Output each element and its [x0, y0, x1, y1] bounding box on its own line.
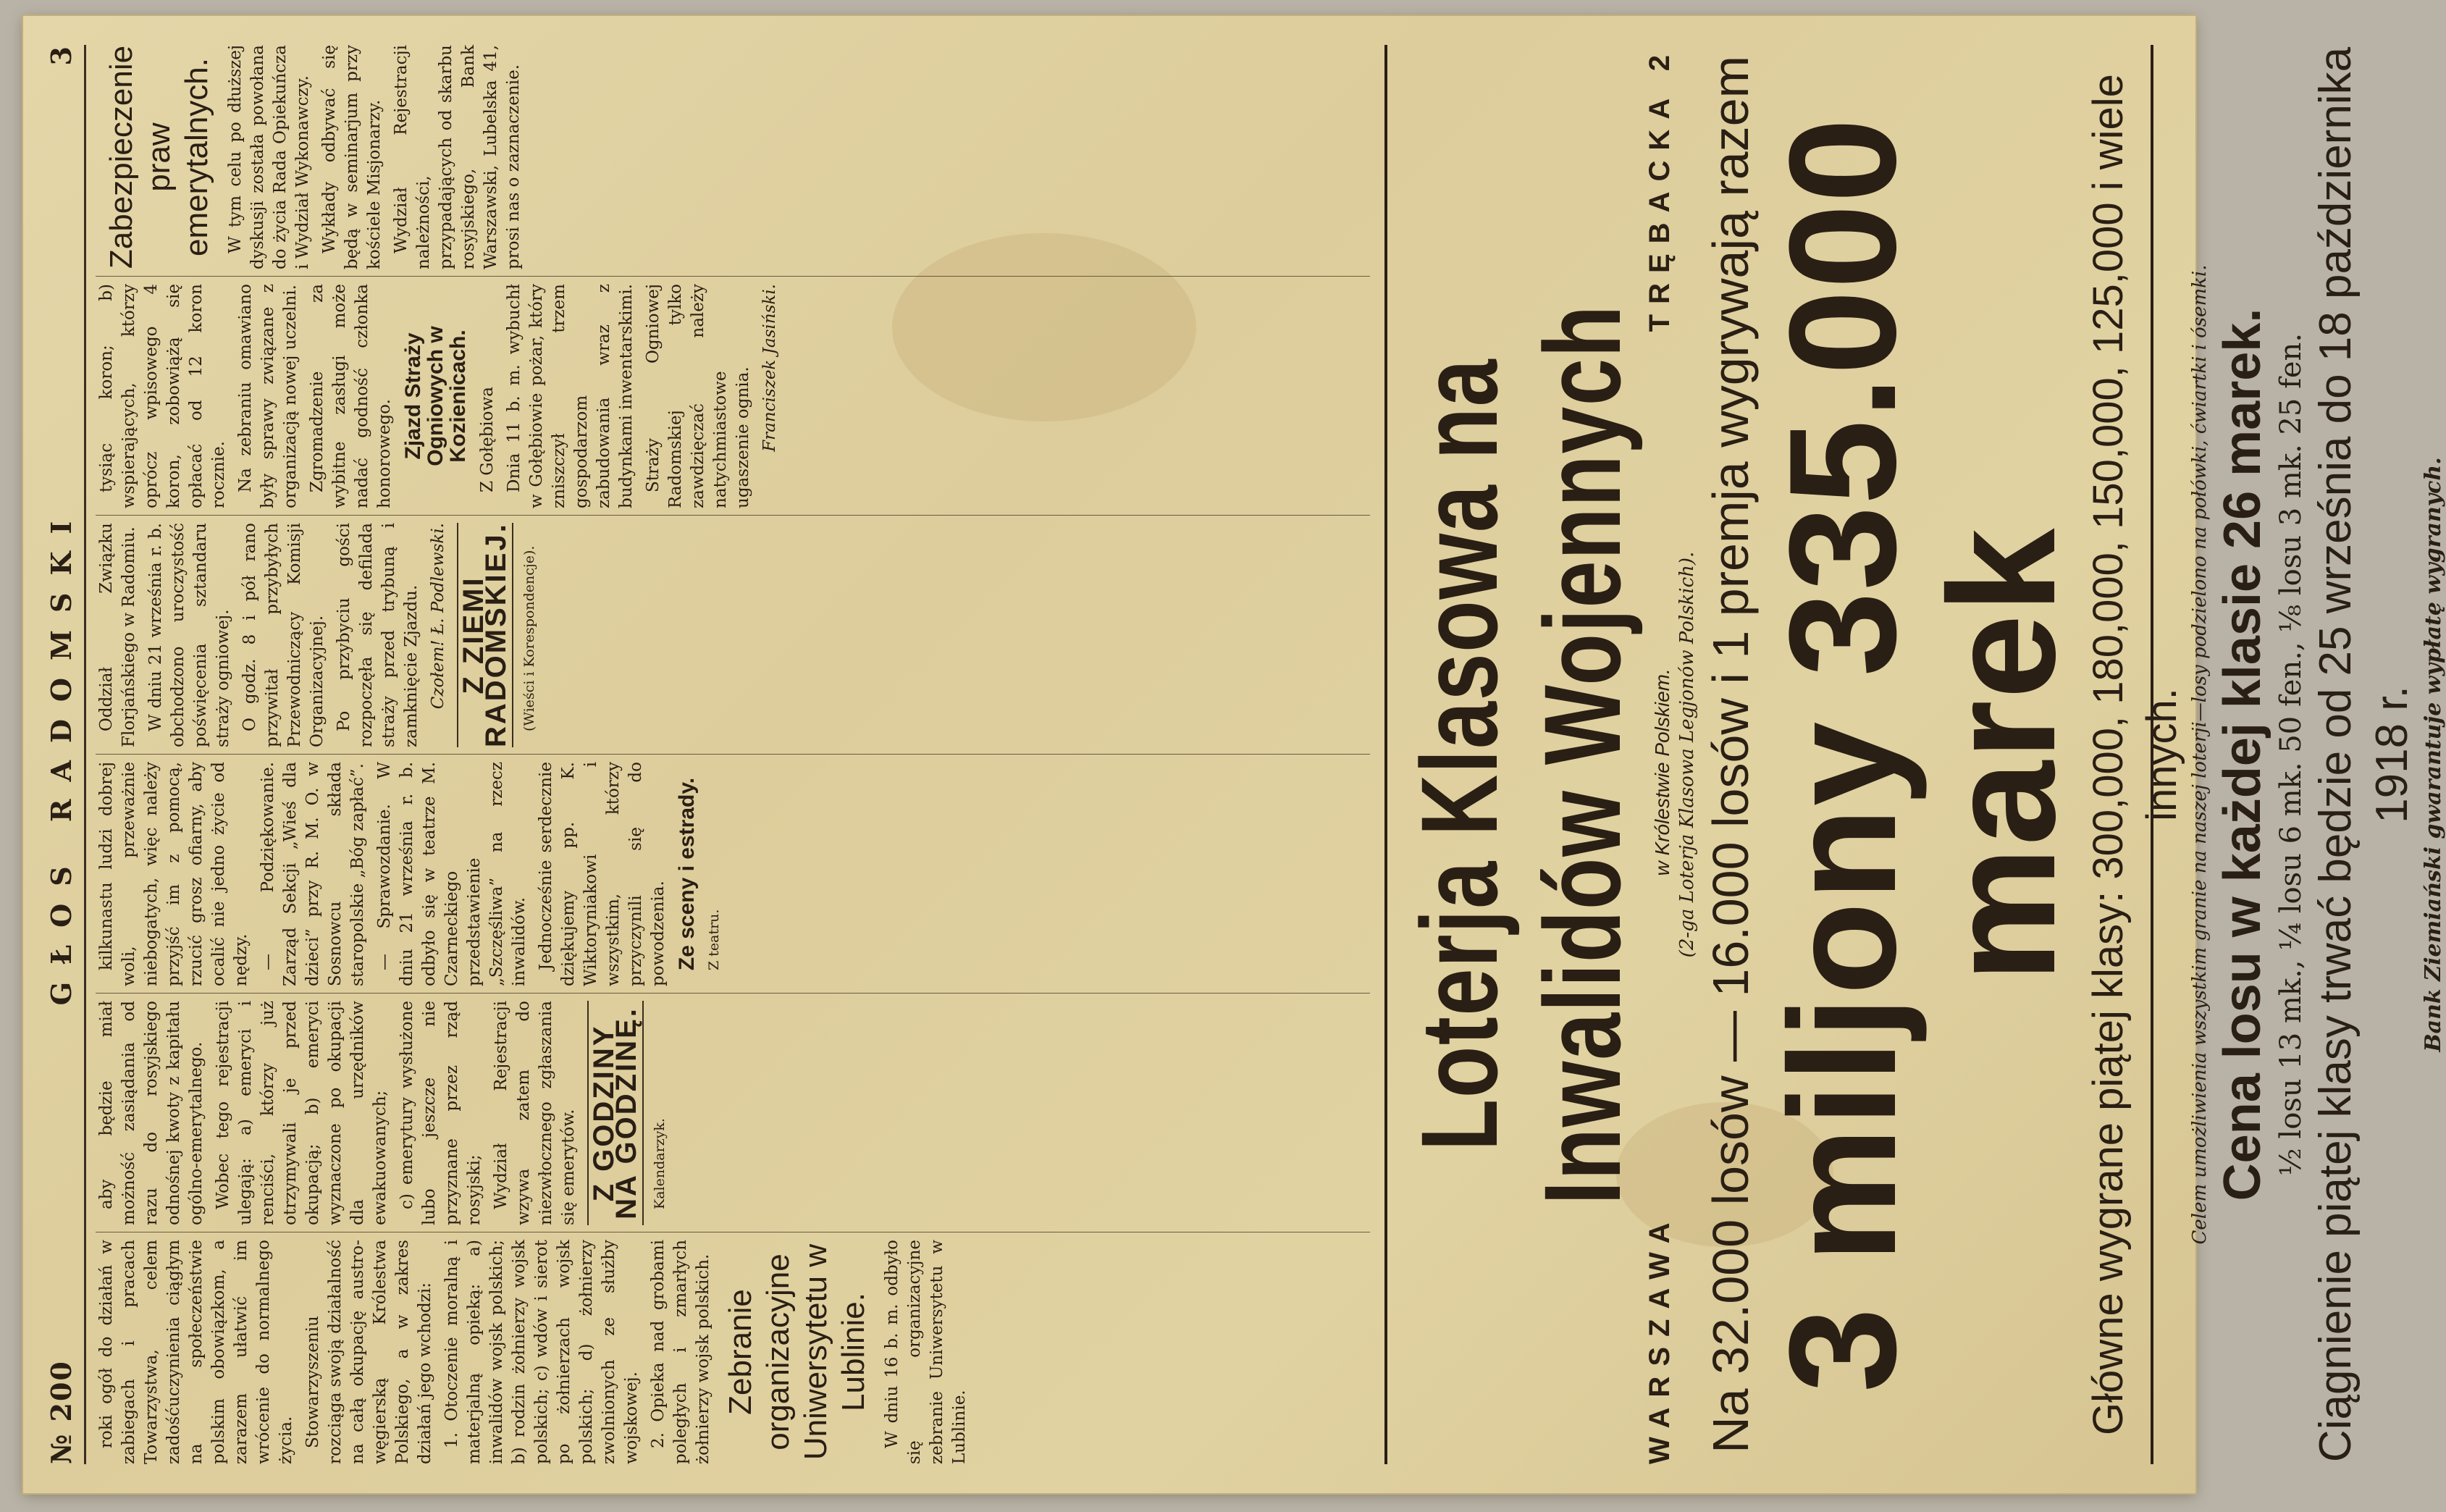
- signature: Czołem! Ł. Podlewski.: [429, 523, 447, 710]
- paragraph: 1. Otoczenie moralną i materjalną opieką: a) inwalidów wojsk polskich; b) rodzin żołnierzy wojsk polskich; c) wdów i sierot po żołnierzach wojsk polskich; d) żołnierzy zwolnionych ze służby wojskowej.: [442, 1240, 641, 1464]
- article-heading: Zabezpieczenie praw emerytalnych.: [104, 45, 214, 269]
- paragraph: — Sprawozdanie. W dniu 21 września r. b. odbyło się w teatrze M. Czarneckiego przedstawienie „Szczęśliwa” na rzecz inwalidów.: [375, 762, 529, 986]
- ad-city: WARSZAWA: [1644, 1212, 1676, 1464]
- paragraph: kilkunastu ludzi dobrej woli, przeważnie niebogatych, więc należy przyjść im z pomocą, rzucić grosz ofiarny, aby ocalić nie jedno życie od nędzy.: [97, 762, 251, 986]
- paragraph: Zgromadzenie za wybitne zasługi może nadać godność członka honorowego.: [308, 284, 394, 508]
- paragraph: O godz. 8 i pół rano przywitał przybyłych Przewodniczący Komisji Organizacyjnej.: [240, 523, 327, 747]
- paragraph: Stowarzyszeniu rozciąga swoją działalność na całą okupację austro-węgierską Królestwa Polskiego, a w zakres działań jego wchodzi:: [303, 1240, 434, 1464]
- paragraph: Wobec tego rejestracji ulegają: a) emeryci i renciści, którzy już otrzymywali je przed okupacją; b) emeryci wyznaczone po okupacji dla urzędników ewakuowanych;: [214, 1001, 390, 1225]
- column-rule: [96, 515, 1370, 516]
- paragraph: Straży Ogniowej Radomskiej tylko zawdzięczać należy natychmiastowe ugaszenie ognia.: [644, 284, 752, 508]
- paragraph: c) emerytury wysłużone lubo jeszcze nie przyznane przez rząd rosyjski;: [398, 1001, 484, 1225]
- paragraph: Dnia 11 b. m. wybuchł w Gołębiowie pożar, który zniszczył trzem gospodarzom zabudowania wraz z budynkami inwentarskimi.: [505, 284, 636, 508]
- ad-lots-line: Na 32.000 losów — 16.000 losów i 1 premja wygrywają razem: [1702, 56, 1759, 1453]
- ad-fractions: ½ losu 13 mk., ¼ losu 6 mk. 50 fen., ⅛ losu 3 mk. 25 fen.: [2274, 332, 2308, 1177]
- article-heading: Zebranie organizacyjne Uniwersytetu w Lublinie.: [723, 1243, 871, 1461]
- ad-price-line: Cena losu w każdej klasie 26 marek.: [2214, 308, 2271, 1201]
- article-column: [96, 1240, 1370, 1464]
- subheading: Z teatru.: [706, 909, 722, 970]
- paragraph: — Podziękowanie. Zarząd Sekcji „Wieś dla dzieci” przy R. M. O. w Sosnowcu składa staropolskie „Bóg zapłać”.: [259, 762, 367, 986]
- section-heading: Z ZIEMI RADOMSKIEJ.: [458, 522, 512, 747]
- paragraph: Wydział Rejestracji należności, przypadających od skarbu rosyjskiego, Bank Warszawski, Lubelska 41, prosi nas o zaznaczenie.: [392, 45, 523, 269]
- paragraph: Wydział Rejestracji wzywa zatem do niezwłocznego zgłaszania się emerytów.: [492, 1001, 578, 1225]
- ad-edition: (2-ga Loterja Klasowa Legjonów Polskich).: [1676, 551, 1698, 958]
- article-column: [96, 45, 1370, 269]
- rotated-page: [23, 16, 2446, 1493]
- ad-bank-line: Bank Ziemiański gwarantuje wypłatę wygranych.: [2421, 457, 2446, 1052]
- issue-number: № 200: [45, 1360, 77, 1464]
- paragraph: W dniu 21 września r. b. obchodzono uroczystość poświęcenia sztandaru straży ogniowej.: [146, 523, 232, 747]
- running-head: [41, 45, 86, 1464]
- paragraph: W dniu 16 b. m. odbyło się organizacyjne zebranie Uniwersytetu w Lublinie.: [883, 1240, 969, 1464]
- column-rule: [96, 754, 1370, 755]
- ad-draw-line: Ciągnienie piątej klasy trwać będzie od 25 września do 18 października 1918 r.: [2311, 46, 2417, 1463]
- ad-note: Celem umożliwienia wszystkim granie na naszej loterji—losy podzielono na połówki, ćwiartki i ósemki.: [2189, 264, 2211, 1245]
- paragraph: roki ogół do działań w zabiegach i pracach Towarzystwa, celem zadośćuczynienia ciągłym na społeczeństwie polskim obowiązkom, a zarazem ułatwić im wrócenie do normalnego życia.: [97, 1240, 295, 1464]
- paragraph: Oddział Związku Florjańskiego w Radomiu.: [97, 523, 138, 747]
- ad-street: TRĘBACKA 2: [1644, 45, 1676, 332]
- section-heading: Ze sceny i estrady.: [675, 777, 699, 971]
- ad-prizes-line: Główne wygrane piątej klasy: 300,000, 180,000, 150,000, 125,000 i wiele innych.: [2085, 74, 2185, 1435]
- subheading: (Wieści i Korespondencje).: [521, 545, 537, 731]
- signature: Franciszek Jasiński.: [760, 284, 779, 452]
- ad-big-amount: 3 miljony 335.000 marek: [1757, 117, 2087, 1393]
- column-rule: [96, 276, 1370, 277]
- news-box-heading: Z GODZINY NA GODZINĘ.: [587, 1001, 644, 1225]
- paragraph: Na zebraniu omawiano były sprawy związane z organizacją nowej uczelni.: [236, 284, 300, 508]
- paragraph: Wykłady odbywać się będą w seminarjum przy kościele Misjonarzy.: [320, 45, 384, 269]
- newspaper-sheet: [23, 16, 2446, 1493]
- ad-title: Loterja Klasowa na Inwalidów Wojennych: [1398, 304, 1643, 1205]
- paragraph: Po przybyciu gości rozpoczęła się defilada straży przed trybuną i zamknięcie Zjazdu.: [335, 523, 421, 747]
- paragraph: W tym celu po dłuższej dyskusji została powołana do życia Rada Opiekuńcza i Wydział Wykonawczy.: [226, 45, 312, 269]
- column-rule: [96, 993, 1370, 994]
- lottery-advertisement: [1384, 45, 2446, 1464]
- page-number: 3: [45, 45, 77, 66]
- calendar-title: Kalendarzyk.: [652, 1118, 668, 1209]
- ad-address-row: [1644, 45, 1676, 1464]
- paragraph: Jednocześnie serdecznie dziękujemy pp. K. Wiktoryniakowi i wszystkim, którzy przyczynili się do powodzenia.: [537, 762, 668, 986]
- article-column: [96, 284, 1370, 508]
- newspaper-title: GŁOS RADOMSKI: [45, 503, 77, 1006]
- article-heading: Zjazd Straży Ogniowych w Kozienicach.: [401, 326, 470, 466]
- article-column: [96, 523, 1370, 747]
- paragraph: tysiąc koron; b) wspierających, którzy oprócz wpisowego 4 koron, zobowiążą się opłacać od 12 koron rocznie.: [97, 284, 228, 508]
- article-column: [96, 1001, 1370, 1225]
- article-column: [96, 762, 1370, 986]
- paragraph: Z Gołębiowa: [478, 387, 497, 492]
- paragraph: 2. Opieka nad grobami poległych i zmarłych żołnierzy wojsk polskich.: [649, 1240, 713, 1464]
- ad-subtitle: w Królestwie Polskiem.: [1651, 668, 1673, 876]
- paragraph: aby będzie miał możność zasiądania od razu do rosyjskiego odnośnej kwoty z kapitału ogólno-emerytalnego.: [97, 1001, 206, 1225]
